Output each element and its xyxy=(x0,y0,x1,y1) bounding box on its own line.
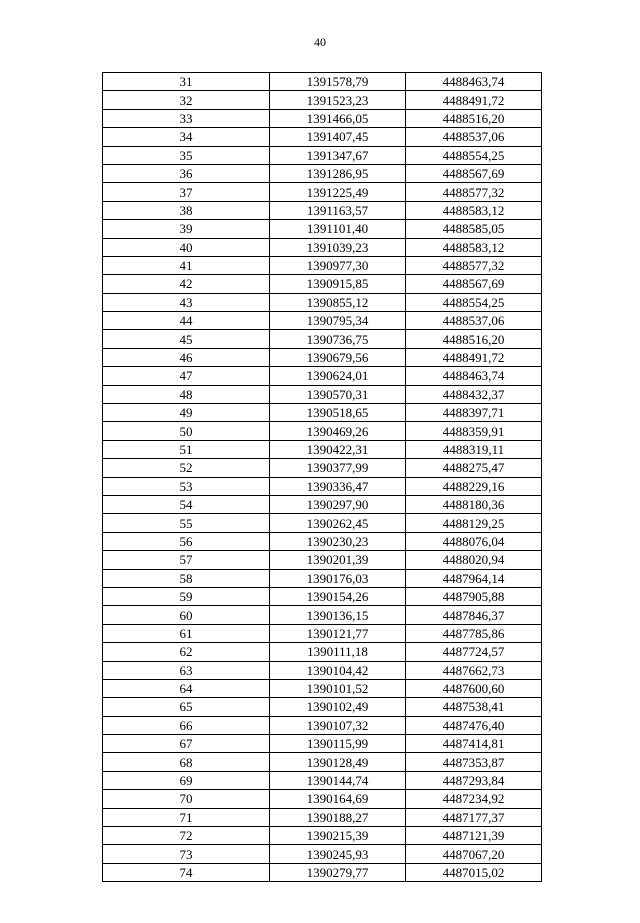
y-coordinate-cell: 4487600,60 xyxy=(406,679,542,697)
y-coordinate-cell: 4487724,57 xyxy=(406,643,542,661)
x-coordinate-cell: 1391225,49 xyxy=(270,183,406,201)
point-number-cell: 43 xyxy=(103,293,270,311)
x-coordinate-cell: 1390164,69 xyxy=(270,790,406,808)
point-number-cell: 31 xyxy=(103,73,270,91)
point-number-cell: 35 xyxy=(103,146,270,164)
point-number-cell: 56 xyxy=(103,532,270,550)
table-row xyxy=(103,109,542,127)
point-number-cell: 38 xyxy=(103,201,270,219)
x-coordinate-cell: 1390245,93 xyxy=(270,845,406,863)
y-coordinate-cell: 4487846,37 xyxy=(406,606,542,624)
y-coordinate-cell: 4488129,25 xyxy=(406,514,542,532)
point-number-cell: 61 xyxy=(103,624,270,642)
table-row xyxy=(103,624,542,642)
page-number: 40 xyxy=(314,35,326,49)
table-row xyxy=(103,459,542,477)
table-row xyxy=(103,183,542,201)
x-coordinate-cell: 1391163,57 xyxy=(270,201,406,219)
point-number-cell: 42 xyxy=(103,275,270,293)
table-row xyxy=(103,808,542,826)
table-row xyxy=(103,863,542,881)
table-row xyxy=(103,698,542,716)
point-number-cell: 46 xyxy=(103,348,270,366)
x-coordinate-cell: 1390104,42 xyxy=(270,661,406,679)
table-row xyxy=(103,532,542,550)
x-coordinate-cell: 1390977,30 xyxy=(270,256,406,274)
x-coordinate-cell: 1390176,03 xyxy=(270,569,406,587)
y-coordinate-cell: 4487353,87 xyxy=(406,753,542,771)
point-number-cell: 65 xyxy=(103,698,270,716)
y-coordinate-cell: 4488567,69 xyxy=(406,164,542,182)
x-coordinate-cell: 1390262,45 xyxy=(270,514,406,532)
table-row xyxy=(103,827,542,845)
x-coordinate-cell: 1391347,67 xyxy=(270,146,406,164)
x-coordinate-cell: 1391578,79 xyxy=(270,73,406,91)
y-coordinate-cell: 4488076,04 xyxy=(406,532,542,550)
x-coordinate-cell: 1390736,75 xyxy=(270,330,406,348)
table-row xyxy=(103,164,542,182)
x-coordinate-cell: 1390115,99 xyxy=(270,735,406,753)
table-row xyxy=(103,146,542,164)
y-coordinate-cell: 4488516,20 xyxy=(406,109,542,127)
table-row xyxy=(103,256,542,274)
table-row xyxy=(103,73,542,91)
y-coordinate-cell: 4488491,72 xyxy=(406,348,542,366)
x-coordinate-cell: 1390624,01 xyxy=(270,367,406,385)
table-row xyxy=(103,367,542,385)
y-coordinate-cell: 4487177,37 xyxy=(406,808,542,826)
y-coordinate-cell: 4488463,74 xyxy=(406,367,542,385)
table-row xyxy=(103,587,542,605)
point-number-cell: 51 xyxy=(103,440,270,458)
y-coordinate-cell: 4488275,47 xyxy=(406,459,542,477)
table-row xyxy=(103,404,542,422)
point-number-cell: 54 xyxy=(103,495,270,513)
point-number-cell: 45 xyxy=(103,330,270,348)
x-coordinate-cell: 1390377,99 xyxy=(270,459,406,477)
x-coordinate-cell: 1391286,95 xyxy=(270,164,406,182)
table-row xyxy=(103,422,542,440)
y-coordinate-cell: 4487785,86 xyxy=(406,624,542,642)
table-row xyxy=(103,845,542,863)
x-coordinate-cell: 1390136,15 xyxy=(270,606,406,624)
y-coordinate-cell: 4488537,06 xyxy=(406,128,542,146)
table-row xyxy=(103,514,542,532)
x-coordinate-cell: 1390107,32 xyxy=(270,716,406,734)
x-coordinate-cell: 1390144,74 xyxy=(270,771,406,789)
y-coordinate-cell: 4488229,16 xyxy=(406,477,542,495)
y-coordinate-cell: 4487964,14 xyxy=(406,569,542,587)
point-number-cell: 49 xyxy=(103,404,270,422)
x-coordinate-cell: 1390188,27 xyxy=(270,808,406,826)
point-number-cell: 52 xyxy=(103,459,270,477)
x-coordinate-cell: 1390102,49 xyxy=(270,698,406,716)
point-number-cell: 62 xyxy=(103,643,270,661)
table-row xyxy=(103,661,542,679)
table-row xyxy=(103,348,542,366)
point-number-cell: 47 xyxy=(103,367,270,385)
y-coordinate-cell: 4488577,32 xyxy=(406,183,542,201)
table-row xyxy=(103,495,542,513)
x-coordinate-cell: 1391523,23 xyxy=(270,91,406,109)
point-number-cell: 50 xyxy=(103,422,270,440)
table-row xyxy=(103,238,542,256)
x-coordinate-cell: 1390855,12 xyxy=(270,293,406,311)
x-coordinate-cell: 1390121,77 xyxy=(270,624,406,642)
table-row xyxy=(103,790,542,808)
table-row xyxy=(103,128,542,146)
table-row xyxy=(103,275,542,293)
x-coordinate-cell: 1390128,49 xyxy=(270,753,406,771)
x-coordinate-cell: 1390111,18 xyxy=(270,643,406,661)
y-coordinate-cell: 4487121,39 xyxy=(406,827,542,845)
coordinates-table xyxy=(102,72,542,882)
y-coordinate-cell: 4488554,25 xyxy=(406,293,542,311)
y-coordinate-cell: 4488583,12 xyxy=(406,238,542,256)
x-coordinate-cell: 1390915,85 xyxy=(270,275,406,293)
x-coordinate-cell: 1391466,05 xyxy=(270,109,406,127)
x-coordinate-cell: 1390422,31 xyxy=(270,440,406,458)
y-coordinate-cell: 4488359,91 xyxy=(406,422,542,440)
point-number-cell: 55 xyxy=(103,514,270,532)
x-coordinate-cell: 1391101,40 xyxy=(270,220,406,238)
point-number-cell: 48 xyxy=(103,385,270,403)
point-number-cell: 39 xyxy=(103,220,270,238)
table-row xyxy=(103,551,542,569)
point-number-cell: 37 xyxy=(103,183,270,201)
point-number-cell: 73 xyxy=(103,845,270,863)
x-coordinate-cell: 1390279,77 xyxy=(270,863,406,881)
table-row xyxy=(103,201,542,219)
y-coordinate-cell: 4488463,74 xyxy=(406,73,542,91)
x-coordinate-cell: 1390679,56 xyxy=(270,348,406,366)
y-coordinate-cell: 4488585,05 xyxy=(406,220,542,238)
point-number-cell: 71 xyxy=(103,808,270,826)
point-number-cell: 40 xyxy=(103,238,270,256)
table-row xyxy=(103,569,542,587)
y-coordinate-cell: 4488577,32 xyxy=(406,256,542,274)
coordinates-table-body xyxy=(103,73,542,882)
y-coordinate-cell: 4487538,41 xyxy=(406,698,542,716)
y-coordinate-cell: 4488516,20 xyxy=(406,330,542,348)
point-number-cell: 33 xyxy=(103,109,270,127)
point-number-cell: 63 xyxy=(103,661,270,679)
y-coordinate-cell: 4488397,71 xyxy=(406,404,542,422)
x-coordinate-cell: 1390154,26 xyxy=(270,587,406,605)
x-coordinate-cell: 1390570,31 xyxy=(270,385,406,403)
table-row xyxy=(103,606,542,624)
x-coordinate-cell: 1390201,39 xyxy=(270,551,406,569)
y-coordinate-cell: 4487015,02 xyxy=(406,863,542,881)
point-number-cell: 44 xyxy=(103,312,270,330)
y-coordinate-cell: 4488020,94 xyxy=(406,551,542,569)
table-row xyxy=(103,330,542,348)
y-coordinate-cell: 4488583,12 xyxy=(406,201,542,219)
point-number-cell: 59 xyxy=(103,587,270,605)
point-number-cell: 68 xyxy=(103,753,270,771)
table-row xyxy=(103,771,542,789)
point-number-cell: 67 xyxy=(103,735,270,753)
x-coordinate-cell: 1390101,52 xyxy=(270,679,406,697)
y-coordinate-cell: 4487234,92 xyxy=(406,790,542,808)
point-number-cell: 64 xyxy=(103,679,270,697)
x-coordinate-cell: 1390215,39 xyxy=(270,827,406,845)
x-coordinate-cell: 1390230,23 xyxy=(270,532,406,550)
y-coordinate-cell: 4487414,81 xyxy=(406,735,542,753)
y-coordinate-cell: 4487293,84 xyxy=(406,771,542,789)
table-row xyxy=(103,477,542,495)
table-row xyxy=(103,735,542,753)
x-coordinate-cell: 1390297,90 xyxy=(270,495,406,513)
point-number-cell: 60 xyxy=(103,606,270,624)
y-coordinate-cell: 4487662,73 xyxy=(406,661,542,679)
point-number-cell: 32 xyxy=(103,91,270,109)
table-row xyxy=(103,440,542,458)
y-coordinate-cell: 4487067,20 xyxy=(406,845,542,863)
table-row xyxy=(103,716,542,734)
x-coordinate-cell: 1390469,26 xyxy=(270,422,406,440)
point-number-cell: 70 xyxy=(103,790,270,808)
y-coordinate-cell: 4488537,06 xyxy=(406,312,542,330)
point-number-cell: 72 xyxy=(103,827,270,845)
x-coordinate-cell: 1391407,45 xyxy=(270,128,406,146)
table-row xyxy=(103,753,542,771)
point-number-cell: 41 xyxy=(103,256,270,274)
x-coordinate-cell: 1390336,47 xyxy=(270,477,406,495)
y-coordinate-cell: 4488432,37 xyxy=(406,385,542,403)
x-coordinate-cell: 1391039,23 xyxy=(270,238,406,256)
table-row xyxy=(103,385,542,403)
point-number-cell: 58 xyxy=(103,569,270,587)
y-coordinate-cell: 4488319,11 xyxy=(406,440,542,458)
y-coordinate-cell: 4488567,69 xyxy=(406,275,542,293)
point-number-cell: 74 xyxy=(103,863,270,881)
table-row xyxy=(103,679,542,697)
x-coordinate-cell: 1390795,34 xyxy=(270,312,406,330)
point-number-cell: 57 xyxy=(103,551,270,569)
point-number-cell: 36 xyxy=(103,164,270,182)
point-number-cell: 53 xyxy=(103,477,270,495)
y-coordinate-cell: 4488554,25 xyxy=(406,146,542,164)
point-number-cell: 34 xyxy=(103,128,270,146)
y-coordinate-cell: 4488180,36 xyxy=(406,495,542,513)
table-row xyxy=(103,312,542,330)
table-row xyxy=(103,91,542,109)
point-number-cell: 69 xyxy=(103,771,270,789)
y-coordinate-cell: 4487476,40 xyxy=(406,716,542,734)
point-number-cell: 66 xyxy=(103,716,270,734)
table-row xyxy=(103,220,542,238)
y-coordinate-cell: 4487905,88 xyxy=(406,587,542,605)
x-coordinate-cell: 1390518,65 xyxy=(270,404,406,422)
table-row xyxy=(103,293,542,311)
y-coordinate-cell: 4488491,72 xyxy=(406,91,542,109)
table-row xyxy=(103,643,542,661)
